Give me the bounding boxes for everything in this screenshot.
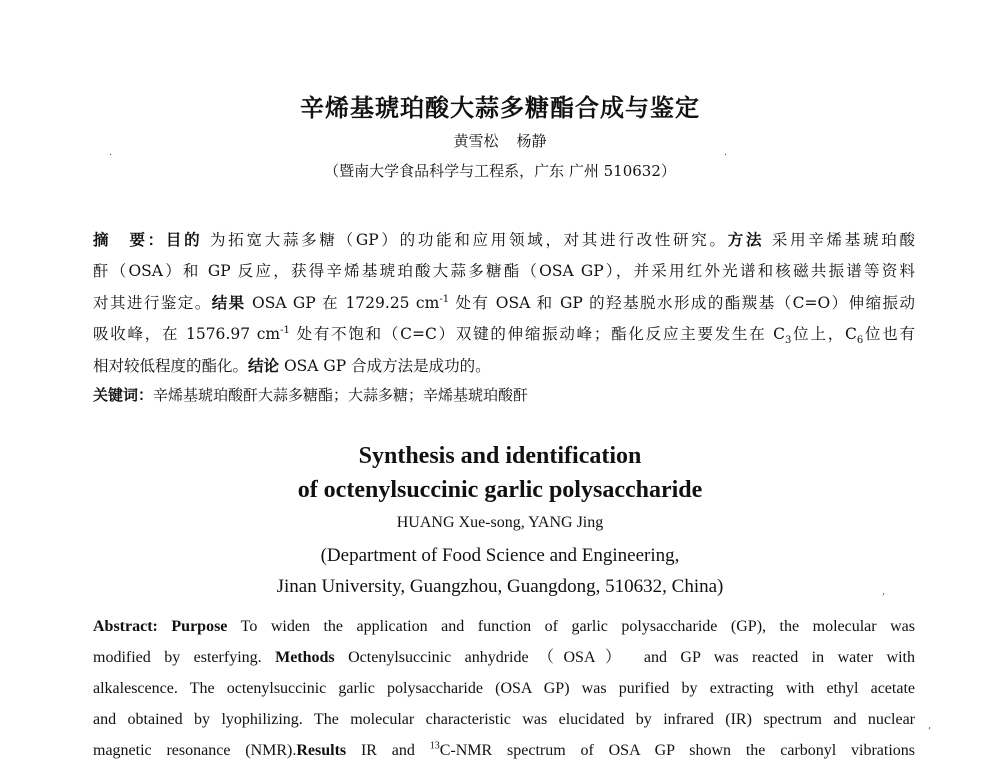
keywords-text: 辛烯基琥珀酸酐大蒜多糖酯；大蒜多糖；辛烯基琥珀酸酐 — [153, 386, 529, 404]
superscript-1: -1 — [439, 293, 450, 305]
english-abstract-text-5c: C-NMR spectrum of OSA GP shown the carbonyl vibrations — [439, 742, 916, 759]
results-text-5: 位上，C — [791, 325, 857, 343]
methods-text-1: 采用辛烯基琥珀酸 — [771, 231, 915, 249]
purpose-label: 目的 — [165, 230, 203, 249]
english-abstract-line-5 — [93, 735, 915, 766]
english-purpose-label: Purpose — [171, 618, 228, 635]
english-abstract-text-1: To widen the application and function of garlic polysaccharide (GP), the molecular was — [240, 618, 916, 635]
superscript-13: 13 — [429, 740, 440, 752]
english-results-label: Results — [296, 742, 347, 759]
subscript-3: 3 — [785, 335, 792, 347]
results-text-3: 吸收峰，在 1576.97 cm — [93, 325, 281, 343]
scan-speck: · — [109, 150, 113, 161]
chinese-abstract-line-2 — [93, 256, 915, 287]
english-affiliation-line-1: (Department of Food Science and Engineering, — [320, 545, 680, 566]
english-abstract-line-1 — [93, 611, 915, 642]
chinese-abstract-line-4 — [93, 319, 915, 350]
chinese-abstract-line-1 — [93, 224, 915, 256]
chinese-authors — [0, 130, 1000, 151]
english-abstract-line-3 — [93, 673, 915, 704]
chinese-author-1: 黄雪松 — [453, 132, 499, 150]
english-authors: HUANG Xue-song, YANG Jing — [396, 514, 604, 531]
scan-speck: , — [882, 586, 886, 597]
chinese-keywords — [93, 384, 528, 405]
scan-speck: , — [928, 720, 932, 731]
purpose-text: 为拓宽大蒜多糖（GP）的功能和应用领域，对其进行改性研究。 — [210, 231, 728, 249]
english-abstract-line-4 — [93, 704, 915, 735]
results-label: 结果 — [211, 293, 246, 312]
english-abstract-text-2b: Octenylsuccinic anhydride（OSA） and GP was reacted in water with — [348, 649, 915, 666]
chinese-abstract-line-3 — [93, 287, 915, 319]
chinese-affiliation: （暨南大学食品科学与工程系，广东 广州 510632） — [324, 162, 676, 180]
keywords-label: 关键词： — [93, 386, 154, 404]
chinese-abstract-line-5 — [93, 350, 915, 382]
english-affiliation-line-2: Jinan University, Guangzhou, Guangdong, 510632, China) — [276, 576, 724, 597]
results-text-7: 相对较低程度的酯化。 — [93, 357, 249, 375]
english-abstract — [93, 611, 915, 766]
results-text-4: 处有不饱和（C=C）双键的伸缩振动峰；酯化反应主要发生在 C — [296, 325, 786, 343]
english-abstract-text-2a: modified by esterfying. — [93, 649, 262, 666]
chinese-title: 辛烯基琥珀酸大蒜多糖酯合成与鉴定 — [300, 93, 700, 122]
methods-text-3: 对其进行鉴定。 — [93, 294, 212, 312]
abstract-label: 摘 要： — [93, 230, 166, 249]
english-abstract-text-3: alkalescence. The octenylsuccinic garlic polysaccharide (OSA GP) was purified by extracting with ethyl acetate — [93, 680, 915, 697]
english-abstract-text-5a: magnetic resonance (NMR). — [93, 742, 297, 759]
chinese-abstract — [93, 224, 915, 382]
conclusion-label: 结论 — [248, 356, 280, 375]
superscript-2: -1 — [280, 324, 290, 336]
methods-text-2: 酐（OSA）和 GP 反应，获得辛烯基琥珀酸大蒜多糖酯（OSA GP），并采用红外光谱和核磁共振谱等资料 — [93, 262, 915, 280]
english-methods-label: Methods — [275, 649, 335, 666]
methods-label: 方法 — [727, 230, 765, 249]
conclusion-text: OSA GP 合成方法是成功的。 — [283, 357, 491, 375]
english-title-line-2: of octenylsuccinic garlic polysaccharide — [297, 477, 703, 503]
results-text-2: 处有 OSA 和 GP 的羟基脱水形成的酯羰基（C=O）伸缩振动 — [455, 294, 915, 312]
scan-speck: · — [724, 150, 728, 161]
results-text-1: OSA GP 在 1729.25 cm — [252, 294, 440, 312]
english-abstract-label: Abstract: — [93, 618, 158, 635]
english-abstract-line-2 — [93, 642, 915, 673]
english-abstract-text-5b: IR and — [360, 742, 415, 759]
english-title-line-1: Synthesis and identification — [358, 443, 642, 469]
chinese-author-2: 杨静 — [516, 132, 547, 150]
english-abstract-text-4: and obtained by lyophilizing. The molecular characteristic was elucidated by infrared (IR) spectrum and nuclear — [93, 711, 915, 728]
results-text-6: 位也有 — [863, 325, 915, 343]
subscript-6: 6 — [856, 335, 864, 347]
